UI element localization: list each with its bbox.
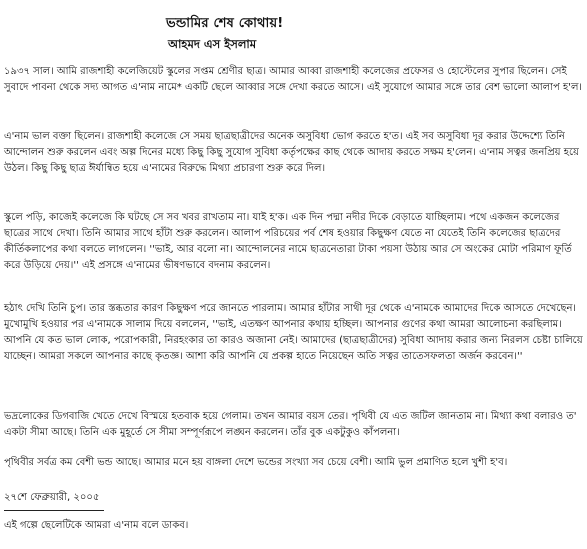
- paragraph-4: হঠাৎ দেখি তিনি চুপ। তার স্তব্ধতার কারণ কিছুক্ষণ পরে জানতে পারলাম। আমার হাঁটার সাথী দূর থেকে এ'নামকে আমাদের দিকে আসতে দেখেছেন। মুখোমুখি হওয়ার পর এ'নামকে সালাম দিয়ে বললেন, ''ভাই, এতক্ষণ আপনার কথায় হচ্ছিল। আপনার গুণের কথা আমরা আলোচনা করছিলাম। আপনি যে কত ভাল লোক, পরোপকারী, নিরহংকার তা কারও অজানা নেই। আমাদের (ছাত্রছাত্রীদের) সুবিধা আদায় করার জন্য নিরলস চেষ্টা চালিয়ে যাচ্ছেন। আমরা সকলে আপনার কাছে কৃতজ্ঞ। আশা করি আপনি যে প্রকল্প হাতে নিয়েছেন অতি সত্বর তাতেসফলতা অর্জন করবেন।'': [4, 303, 583, 362]
- footnote-divider: [4, 510, 104, 511]
- story-title: ভন্ডামির শেষ কোথায়!: [166, 16, 284, 31]
- paragraph-6: পৃথিবীর সর্বত্র কম বেশী ভন্ড আছে। আমার মনে হয় বাঙ্গলা দেশে ভন্ডের সংখ্যা সব চেয়ে বেশী। আমি ভুল প্রমাণিত হলে খুশী হ'ব।: [4, 457, 508, 468]
- story-date: ২৭শে ফেব্রুয়ারী, ২০০৫: [4, 492, 100, 503]
- paragraph-2: এ'নাম ভাল বক্তা ছিলেন। রাজশাহী কলেজে সে সময় ছাত্রছাত্রীদের অনেক অসুবিধা ভোগ করতে হ'ত। এই সব অসুবিধা দূর করার উদ্দেশ্যে তিনি আন্দোলন শুরু করলেন এবং অল্প দিনের মধ্যে কিছু কিছু সুযোগ সুবিধা কর্তৃপক্ষের কাছ থেকে আদায় করতে সক্ষম হ'লেন। এ'নাম সত্বর জনপ্রিয় হয়ে উঠল। কিছু কিছু ছাত্র ঈর্যান্বিত হয়ে এ'নামের বিরুদ্ধে মিথ্যা প্রচারণা শুরু করে দিল।: [4, 131, 579, 174]
- footnote-text: এই গল্পে ছেলেটিকে আমরা এ'নাম বলে ডাকব।: [4, 520, 189, 531]
- paragraph-1: ১৯৩৭ সাল। আমি রাজশাহী কলেজিয়েট স্কুলের সপ্তম শ্রেণীর ছাত্র। আমার আব্বা রাজশাহী কলেজের প্রফেসর ও হোস্টেলের সুপার ছিলেন। সেই সুবাদে পাবনা থেকে সদ্য আগত এ'নাম নামে* একটি ছেলে আব্বার সঙ্গে দেখা করতে আসে। এই সুযোগে আমার সঙ্গে তার বেশ ভালো আলাপ হ'ল।: [4, 66, 582, 93]
- paragraph-3: স্কুলে পড়ি, কাজেই কলেজে কি ঘটছে সে সব খবর রাখতাম না। যাই হ'ক। এক দিন পদ্মা নদীর দিকে বেড়াতে যাচ্ছিলাম। পথে একজন কলেজের ছাত্রের সাথে দেখা। তিনি আমার সাথে হাঁটা শুরু করলেন। আলাপ পরিচয়ের পর্ব শেষ হওয়ার কিছুক্ষণ যেতে না যেতেই তিনি কলেজের ছাত্রদের কীর্তিকলাপের কথা বলতে লাগলেন। ''ভাই, আর বলো না। আন্দোলনের নামে ছাত্রনেতারা টাকা পয়সা উঠায় আর সে অংকের মোটা পরিমাণ ফূর্তি করে উড়িয়ে দেয়।'' এই প্রসঙ্গে এ'নামের ভীষণভাবে বদনাম করলেন।: [4, 212, 572, 271]
- story-author: আহমদ এস ইসলাম: [168, 37, 257, 51]
- paragraph-5: ভদ্রলোকের ডিগবাজি খেতে দেখে বিস্ময়ে হতবাক হয়ে গেলাম। তখন আমার বয়স তের। পৃথিবী যে এত জটিল জানতাম না। মিথ্যা কথা বলারও ত' একটা সীমা আছে। তিনি এক মুহূর্তে সে সীমা সম্পূর্ণরূপে লঙ্ঘন করলেন। তাঁর বুক একটুকুও কাঁপলনা।: [4, 411, 577, 438]
